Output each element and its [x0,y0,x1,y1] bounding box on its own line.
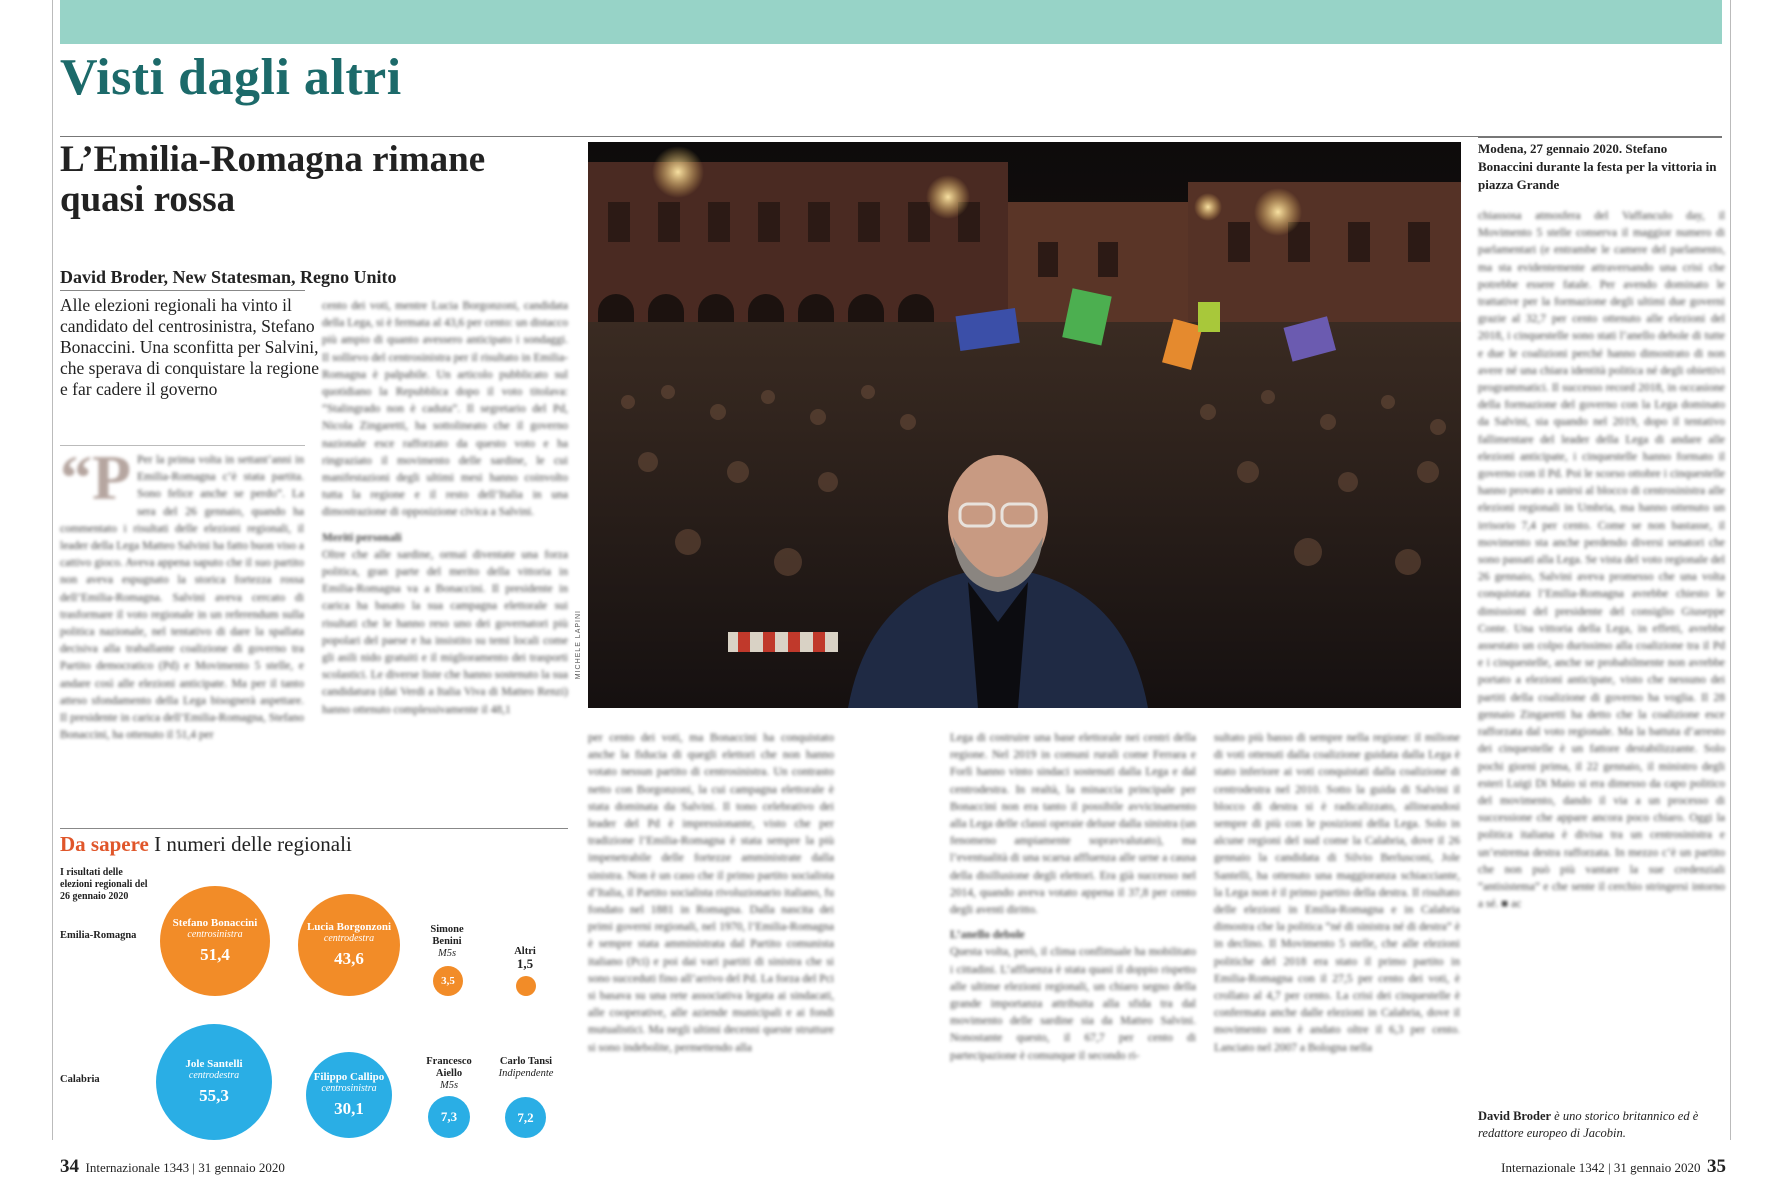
column-4-text-b: Questa volta, però, il clima conflittuale ha mobilitato i cittadini. L’affluenza è stata quasi il doppio rispetto alle ultime elezioni regionali, un chiaro segno della grande importanza attribuita alla sfida tra dal movimento delle sardine sia da Matteo Salvini. Nonostante questo, il 67,7 per cento di partecipazione è comunque il secondo ri- [950,946,1196,1062]
article-byline: David Broder, New Statesman, Regno Unito [60,267,397,287]
label-benini: Simone Benini M5s [430,924,464,959]
column-3-text: per cento dei voti, ma Bonaccini ha conquistato anche la fiducia di quegli elettori che non hanno votato nessun partito di centrosinistra. Un contrasto netto con Borgonzoni, la cui campagna elettorale è stata dominata da Salvini. Il tono celebrativo dei leader del Pd è impressionante, visto che per tradizione l’Emilia-Romagna è stata sempre la più impenetrabile delle fortezze amministrate dalla sinistra. Non è un caso che il primo partito socialista d’Italia, il Partito socialista rivoluzionario italiano, fu fondato nel 1881 in Romagna. Dalla nascita dei primi governi regionali, nel 1970, l’Emilia-Romagna è sempre stata amministrata dal Partito comunista italiano (Pci) e poi dai vari partiti di sinistra che si sono succeduti fino all’arrivo del Pd. La forza del Pci si basava su una rete associativa legata ai sindacati, alle cooperative, alle aziende municipali e ai fondi mutualistici. Ma negli ultimi decenni queste strutture si sono indebolite, permettendo alla [588,732,834,1054]
article-photo [588,142,1461,708]
bubble-tansi: 7,2 [505,1097,546,1138]
column-4-subhead: L’anello debole [950,929,1025,942]
article-headline: L’Emilia-Romagna rimane quasi rossa [60,139,486,220]
bubble-altri [516,976,536,996]
bubble-bonaccini: Stefano Bonaccini centrosinistra 51,4 [160,886,270,996]
column-1-text: Per la prima volta in settant’anni in Emilia-Romagna c’è stata partita. Sono felice anche se perdo”. La sera del 26 gennaio, quando ha commentato i risultati delle elezioni regionali, il leader della Lega Matteo Salvini ha fatto buon viso a cattivo gioco. Aveva appena saputo che il suo partito non aveva espugnato la storica fortezza rossa dell’Emilia-Romagna. Salvini aveva cercato di trasformare il voto regionale in un referendum sulla politica nazionale, nel tentativo di dare la spallata decisiva alla traballante coalizione di governo tra Partito democratico (Pd) e Movimento 5 stelle, e andare così alle elezioni anticipate. Ma per il tanto atteso sfondamento della Lega bisognerà aspettare. Il presidente in carica dell’Emilia-Romagna, Stefano Bonaccini, ha ottenuto il 51,4 per [60,454,304,742]
article-column-3 [588,730,834,1140]
bubble-borgonzoni: Lucia Borgonzoni centrodestra 43,6 [298,894,400,996]
column-6-text: chiassosa atmosfera del Vaffanculo day, il Movimento 5 stelle conserva il maggior numero di parlamentari (e entrambe le camere del parlamento, ma sta evidentemente attraversando una crisi che potrebbe essere fatale. Per avendo dominato le trattative per la formazione degli ultimi due governi grazie al 32,7 per cento ottenuto alle elezioni del 2018, i cinquestelle sono stati l’anello debole di tutte e due le coalizioni perché hanno dimostrato di non avere né una chiara identità politica né degli obiettivi programmatici. Il successo record 2018, in occasione della formazione del governo con la Lega dominato da Salvini, sia quando nel 2019, dopo il tentativo fallimentare del leader della Lega di andare alle elezioni anticipate, i cinquestelle hanno formato il governo con il Pd. Poi le scorso ottobre i cinquestelle hanno provato a unirsi al blocco di centrosinistra alle elezioni regionali in Umbria, ma hanno ottenuto un irrisorio 7,4 per cento. Come se non bastasse, il movimento sta anche perdendo diversi senatori che sono passati alla Lega. Se vista del voto regionale del 26 gennaio, Salvini aveva promesso che una volta conquistata l’Emilia-Romagna avrebbe chiesto le dimissioni del presidente del consiglio Giuseppe Conte. Una vittoria della Lega, in effetti, avrebbe assestato un colpo durissimo alla coalizione tra il Pd e i cinquestelle, anche se probabilmente non avrebbe portato a elezioni anticipate, visto che nessuno dei partiti della coalizione di governo ha voglia. Il 28 gennaio Zingaretti ha detto che la coalizione esce rafforzata dal voto regionale. Ma la battuta d’arresto dei cinquestelle è un fattore destabilizzante. Solo pochi giorni prima, il 22 gennaio, il ministro degli esteri Luigi Di Maio si era dimesso da capo politico del movimento, dando il via a un processo di successione che appare ancora poco chiaro. Oggi la politica italiana è divisa tra un centrosinistra e un’estrema destra rafforzata. In mezzo c’è un partito che non può più vantare la sue credenziali “antisistema” e che sente il cerchio stringersi intorno a sé. ■ ac [1478,210,1725,911]
section-color-bar [60,0,1722,44]
author-bio-text: è uno storico britannico ed è redattore europeo di Jacobin. [1478,1109,1699,1140]
bubble-callipo: Filippo Callipo centrosinistra 30,1 [306,1052,392,1138]
column-5-text: sultato più basso di sempre nella regione: il milione di voti ottenuti dalla coalizione guidata dalla Lega è stato inferiore ai voti conquistati dalla coalizione di centrodestra nel 2010. Sotto la guida di Salvini il blocco di destra si è radicalizzato, allineandosi sempre di più con le posizioni della Lega. Solo in alcune regioni del sud come la Calabria, dove il 26 gennaio la candidata di Silvio Berlusconi, Jole Santelli, ha ottenuto una maggioranza schiacciante, la Lega non è il primo partito della destra. Il risultato delle elezioni in Emilia-Romagna e in Calabria dimostra che la politica “né di sinistra né di destra” è in declino. Il Movimento 5 stelle, che alle elezioni politiche del 2018 era stato il primo partito in Emilia-Romagna con il 27,5 per cento dei voti, è crollato al 4,7 per cento. La crisi dei cinquestelle è confermata anche dalle elezioni in Calabria, dove il movimento non è andato oltre il 6,3 per cento. Lanciato nel 2007 a Bologna nella [1214,732,1460,1054]
photo-illustration [588,142,1461,708]
infobox-label: Da sapere [60,832,149,856]
photo-caption: Modena, 27 gennaio 2020. Stefano Bonaccini durante la festa per la vittoria in piazza Grande [1478,141,1717,192]
article-standfirst: Alle elezioni regionali ha vinto il candidato del centrosinistra, Stefano Bonaccini. Una sconfitta per Salvini, che sperava di conquistare la regione e far cadere il governo [60,295,319,399]
article-column-2 [322,298,568,812]
drop-cap: “P [60,452,132,513]
infobox-note: I risultati delle elezioni regionali del 26 gennaio 2020 [60,867,148,902]
standfirst-rule [60,445,305,446]
page-number-left: 34 [60,1156,79,1177]
footer-right-text: Internazionale 1342 | 31 gennaio 2020 [1501,1160,1701,1175]
bubble-aiello: 7,3 [428,1096,470,1138]
infobox-subtitle: I numeri delle regionali [148,832,352,856]
article-column-4 [950,730,1196,1140]
right-margin-rule [1730,0,1731,1140]
label-aiello: Francesco Aiello M5s [426,1056,472,1091]
byline-rule [60,290,305,291]
article-column-1 [60,452,304,812]
page-number-right: 35 [1707,1156,1726,1177]
column-2-subhead: Meriti personali [322,531,402,544]
region-label-emilia: Emilia-Romagna [60,930,137,941]
author-bio [1478,1108,1725,1142]
section-divider [60,136,1722,137]
footer-right [1501,1156,1726,1178]
left-margin-rule [52,0,53,1140]
footer-left [60,1156,285,1178]
column-2-text-b: Oltre che alle sardine, ormai diventate una forza politica, gran parte del merito della vittoria in Emilia-Romagna va a Bonaccini. Il presidente in carica ha basato la sua campagna elettorale sui risultati che le hanno reso uno dei governatori più popolari del paese e ha insistito su temi locali come gli asili nido gratuiti e il miglioramento dei trasporti scolastici. Le diverse liste che hanno sostenuto la sua candidatura (dai Verdi a Italia Viva di Matteo Renzi) hanno ottenuto complessivamente il 48,1 [322,548,568,716]
infobox-rule [60,828,568,829]
section-rubric: Visti dagli altri [60,49,402,106]
author-bio-name: David Broder [1478,1109,1552,1123]
photo-credit: MICHELE LAPINI [575,610,582,680]
article-column-6 [1478,208,1725,1096]
footer-left-text: Internazionale 1343 | 31 gennaio 2020 [85,1160,285,1175]
infobox-title [60,832,352,857]
bubble-benini: 3,5 [433,966,463,996]
label-altri: Altri 1,5 [514,946,536,971]
caption-rule [1478,137,1722,138]
article-column-5 [1214,730,1460,1140]
column-2-text: cento dei voti, mentre Lucia Borgonzoni, candidata della Lega, si è fermata al 43,6 per cento: un distacco più ampio di quanto avessero anticipato i sondaggi. Il sollievo del centrosinistra per il risultato in Emilia-Romagna è palpabile. Un articolo pubblicato sul quotidiano la Repubblica dopo il voto titolava: “Stalingrado non è caduta”. Il segretario del Pd, Nicola Zingaretti, ha sottolineato che il governo nazionale esce rafforzato da questo voto e ha ringraziato il movimento delle sardine, le cui manifestazioni degli ultimi mesi hanno coinvolto tutta la regione e il resto dell’Italia in una dimostrazione di opposizione civica a Salvini. [322,300,568,519]
bubble-santelli: Jole Santelli centrodestra 55,3 [156,1024,272,1140]
label-tansi: Carlo Tansi Indipendente [498,1056,554,1079]
region-label-calabria: Calabria [60,1074,100,1085]
column-4-text: Lega di costruire una base elettorale nei centri della regione. Nel 2019 in comuni rurali come Ferrara e Forlì hanno vinto sindaci sostenuti dalla Lega e dal centrodestra. In realtà, la minaccia principale per Bonaccini non era tanto il possibile avvicinamento alla Lega delle classi operaie deluse dalla sinistra (un fenomeno ampiamente sopravvalutato), ma l’eventualità di una scarsa affluenza alle urne a causa della disillusione degli elettori. Era già successo nel 2014, quando aveva votato appena il 37,8 per cento degli aventi diritto. [950,732,1196,917]
